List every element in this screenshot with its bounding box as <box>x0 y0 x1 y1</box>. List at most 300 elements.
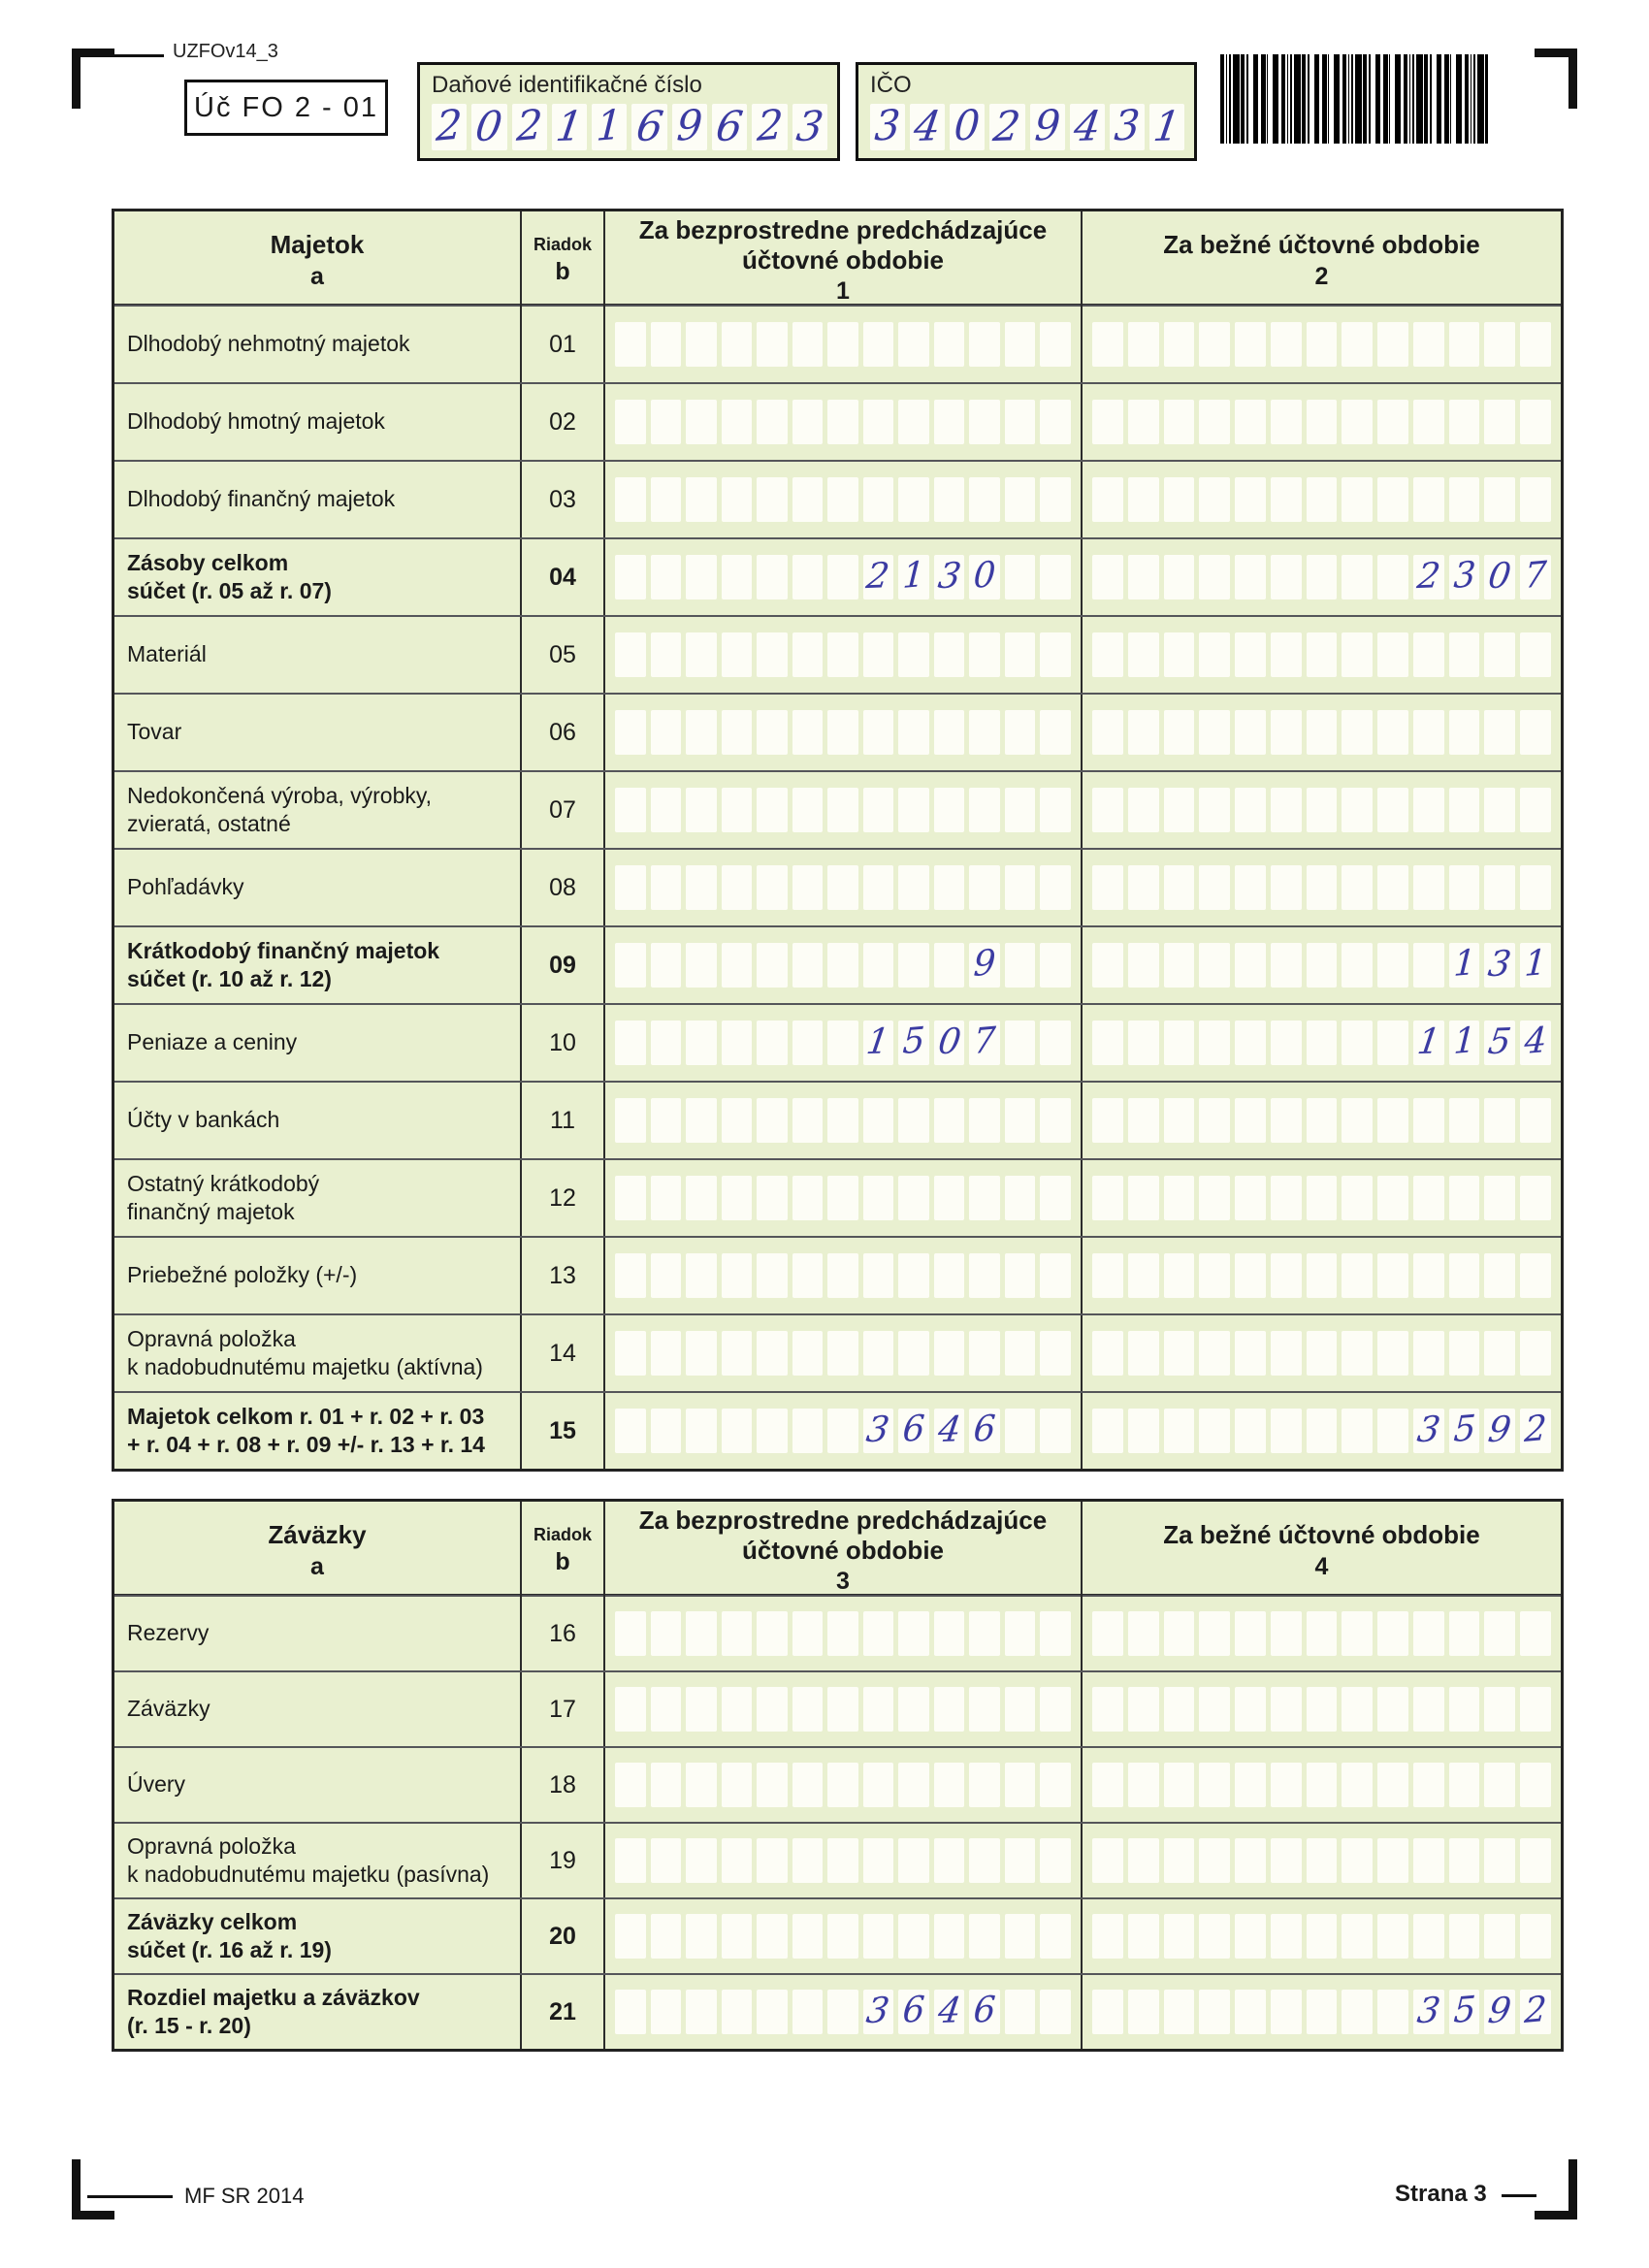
char-box <box>686 788 717 832</box>
char-box <box>1092 632 1123 677</box>
char-box <box>651 1990 682 2034</box>
char-box <box>792 1176 824 1220</box>
char-box <box>1040 1098 1071 1143</box>
row-number: 13 <box>522 1238 605 1313</box>
char-box <box>1040 1176 1071 1220</box>
table-row <box>114 537 1561 615</box>
char-box <box>1271 865 1302 910</box>
corner-mark-bottom-right <box>1535 2159 1577 2219</box>
char-box <box>1413 1687 1444 1732</box>
handwritten-digit: 9 <box>1485 1991 1514 2032</box>
char-box <box>651 477 682 522</box>
prev-period-cell[interactable] <box>605 927 1083 1003</box>
tax-id-box <box>417 62 840 161</box>
char-box <box>1271 1176 1302 1220</box>
handwritten-digit: 2 <box>1523 1408 1548 1451</box>
char-box <box>651 788 682 832</box>
char-box <box>1377 1021 1408 1065</box>
char-box <box>827 1687 858 1732</box>
char-box <box>1307 865 1338 910</box>
prev-period-cell[interactable] <box>605 1393 1083 1469</box>
form-code: UZFOv14_3 <box>173 41 278 62</box>
barcode <box>1220 54 1488 144</box>
ico-input[interactable] <box>870 100 1184 151</box>
curr-period-cell[interactable] <box>1083 617 1561 693</box>
table-row <box>114 1236 1561 1313</box>
char-box <box>934 710 965 755</box>
curr-period-cell[interactable] <box>1083 462 1561 537</box>
char-box <box>1307 788 1338 832</box>
char-box <box>1377 1914 1408 1959</box>
handwritten-digit: 1 <box>553 101 586 151</box>
char-box <box>757 632 788 677</box>
prev-period-cell[interactable] <box>605 384 1083 460</box>
char-box <box>1199 555 1230 599</box>
char-box <box>1342 477 1373 522</box>
char-box <box>1449 1990 1480 2034</box>
char-box <box>1005 1763 1036 1807</box>
prev-period-cell[interactable] <box>605 1315 1083 1391</box>
char-box <box>1342 555 1373 599</box>
char-box <box>1449 710 1480 755</box>
handwritten-digit: 5 <box>1452 1408 1477 1451</box>
row-label: Materiál <box>114 617 522 693</box>
curr-period-cell[interactable] <box>1083 772 1561 848</box>
char-box <box>1520 943 1551 988</box>
char-box <box>1520 1098 1551 1143</box>
char-box <box>1307 322 1338 367</box>
curr-period-cell[interactable] <box>1083 1975 1561 2049</box>
col-riadok-header <box>522 1502 605 1600</box>
char-box <box>1070 101 1105 151</box>
column-sub: 3 <box>836 1568 850 1596</box>
prev-period-cell[interactable] <box>605 850 1083 925</box>
char-box <box>1128 1176 1159 1220</box>
handwritten-digit: 7 <box>972 1020 997 1063</box>
char-box <box>1235 710 1266 755</box>
prev-period-cell[interactable] <box>605 617 1083 693</box>
char-box <box>722 1763 753 1807</box>
char-box <box>651 400 682 444</box>
char-box <box>1040 1253 1071 1298</box>
char-box <box>1484 788 1515 832</box>
char-box <box>1199 1176 1230 1220</box>
char-box <box>934 788 965 832</box>
table-row <box>114 1313 1561 1391</box>
char-box <box>1005 1021 1036 1065</box>
char-box <box>722 400 753 444</box>
char-box <box>1271 322 1302 367</box>
row-label: Rezervy <box>114 1597 522 1670</box>
char-box <box>1307 943 1338 988</box>
char-box <box>1307 1098 1338 1143</box>
curr-period-cell[interactable] <box>1083 1824 1561 1897</box>
char-box <box>1449 1409 1480 1453</box>
char-box <box>1342 1914 1373 1959</box>
curr-period-cell[interactable] <box>1083 1393 1561 1469</box>
corner-mark-bottom-left <box>72 2159 114 2219</box>
table-row <box>114 1391 1561 1469</box>
char-box <box>934 943 965 988</box>
char-box <box>863 555 894 599</box>
char-box <box>1413 1409 1444 1453</box>
char-box <box>863 1176 894 1220</box>
curr-period-cell[interactable] <box>1083 1238 1561 1313</box>
char-box <box>757 477 788 522</box>
char-box <box>1484 477 1515 522</box>
char-box <box>1199 1914 1230 1959</box>
char-box <box>615 400 646 444</box>
column-title: Za bezprostredne predchádzajúce účtovné obdobie <box>638 1506 1048 1565</box>
char-box <box>863 1253 894 1298</box>
curr-period-cell[interactable] <box>1083 1597 1561 1670</box>
char-box <box>1520 555 1551 599</box>
char-box <box>1449 1838 1480 1883</box>
prev-period-cell[interactable] <box>605 1672 1083 1746</box>
char-box <box>651 1611 682 1656</box>
char-box <box>1377 1990 1408 2034</box>
prev-period-cell[interactable] <box>605 307 1083 382</box>
char-box <box>1307 1611 1338 1656</box>
char-box <box>686 1098 717 1143</box>
char-box <box>1520 400 1551 444</box>
char-box <box>1377 788 1408 832</box>
char-box <box>863 865 894 910</box>
char-box <box>1164 710 1195 755</box>
char-box <box>1307 1687 1338 1732</box>
char-box <box>1164 477 1195 522</box>
char-box <box>651 322 682 367</box>
char-box <box>1449 788 1480 832</box>
prev-period-cell[interactable] <box>605 1083 1083 1158</box>
char-box <box>863 400 894 444</box>
curr-period-cell[interactable] <box>1083 384 1561 460</box>
curr-period-cell[interactable] <box>1083 1083 1561 1158</box>
handwritten-digit: 9 <box>1485 1409 1514 1451</box>
char-box <box>1271 1838 1302 1883</box>
char-box <box>1092 477 1123 522</box>
prev-period-cell[interactable] <box>605 1597 1083 1670</box>
char-box <box>863 322 894 367</box>
tax-id-input[interactable] <box>432 100 827 151</box>
char-box <box>1449 322 1480 367</box>
column-title: Záväzky <box>268 1520 367 1550</box>
handwritten-digit: 3 <box>792 101 826 151</box>
curr-period-cell[interactable] <box>1083 307 1561 382</box>
curr-period-cell[interactable] <box>1083 850 1561 925</box>
char-box <box>757 1409 788 1453</box>
char-box <box>1342 400 1373 444</box>
row-label: Rozdiel majetku a záväzkov (r. 15 - r. 20) <box>114 1975 522 2049</box>
row-number: 06 <box>522 695 605 770</box>
char-box <box>1164 555 1195 599</box>
handwritten-digit: 5 <box>1452 1989 1477 2032</box>
prev-period-cell[interactable] <box>605 1160 1083 1236</box>
table-row <box>114 1158 1561 1236</box>
char-box <box>1235 1990 1266 2034</box>
char-box <box>1377 555 1408 599</box>
char-box <box>1092 1021 1123 1065</box>
char-box <box>827 1253 858 1298</box>
prev-period-cell[interactable] <box>605 539 1083 615</box>
char-box <box>1149 101 1184 151</box>
char-box <box>1164 322 1195 367</box>
char-box <box>651 710 682 755</box>
handwritten-digit: 6 <box>901 1408 926 1451</box>
char-box <box>1005 400 1036 444</box>
char-box <box>1092 1253 1123 1298</box>
row-number: 02 <box>522 384 605 460</box>
char-box <box>1342 1331 1373 1376</box>
char-box <box>898 1176 929 1220</box>
char-box <box>1164 1914 1195 1959</box>
char-box <box>898 1253 929 1298</box>
handwritten-digit: 3 <box>873 100 902 150</box>
handwritten-digit: 3 <box>864 1991 892 2032</box>
char-box <box>1040 710 1071 755</box>
char-box <box>1271 1990 1302 2034</box>
char-box <box>1128 477 1159 522</box>
char-box <box>1342 865 1373 910</box>
char-box <box>1520 1253 1551 1298</box>
char-box <box>827 632 858 677</box>
char-box <box>1520 477 1551 522</box>
char-box <box>1040 1611 1071 1656</box>
handwritten-digit: 2 <box>755 100 785 150</box>
char-box <box>827 1176 858 1220</box>
prev-period-cell[interactable] <box>605 1005 1083 1081</box>
char-box <box>950 100 985 150</box>
table-header-row <box>114 211 1561 305</box>
char-box <box>898 788 929 832</box>
char-box <box>1413 943 1444 988</box>
char-box <box>1342 1409 1373 1453</box>
char-box <box>651 1331 682 1376</box>
form-id-box <box>184 80 388 136</box>
curr-period-cell[interactable] <box>1083 539 1561 615</box>
char-box <box>1484 1253 1515 1298</box>
char-box <box>1128 400 1159 444</box>
curr-period-cell[interactable] <box>1083 1672 1561 1746</box>
char-box <box>969 788 1000 832</box>
char-box <box>757 1838 788 1883</box>
handwritten-digit: 6 <box>713 101 747 151</box>
char-box <box>1307 1176 1338 1220</box>
char-box <box>1307 1990 1338 2034</box>
char-box <box>1235 1021 1266 1065</box>
char-box <box>686 943 717 988</box>
char-box <box>792 1838 824 1883</box>
row-number: 08 <box>522 850 605 925</box>
curr-period-cell[interactable] <box>1083 1315 1561 1391</box>
char-box <box>1307 632 1338 677</box>
char-box <box>1307 555 1338 599</box>
char-box <box>1484 1021 1515 1065</box>
char-box <box>1484 632 1515 677</box>
char-box <box>989 101 1024 151</box>
char-box <box>1164 1176 1195 1220</box>
char-box <box>1164 632 1195 677</box>
char-box <box>1199 1021 1230 1065</box>
char-box <box>1484 1331 1515 1376</box>
char-box <box>1092 788 1123 832</box>
char-box <box>1199 1253 1230 1298</box>
curr-period-cell[interactable] <box>1083 1005 1561 1081</box>
curr-period-cell[interactable] <box>1083 695 1561 770</box>
row-number: 07 <box>522 772 605 848</box>
char-box <box>827 943 858 988</box>
char-box <box>1342 710 1373 755</box>
handwritten-digit: 5 <box>901 1020 926 1063</box>
column-title: Za bežné účtovné obdobie <box>1163 1520 1480 1550</box>
char-box <box>1520 1611 1551 1656</box>
row-label: Zásoby celkom súčet (r. 05 až r. 07) <box>114 539 522 615</box>
char-box <box>1413 1914 1444 1959</box>
char-box <box>1342 1176 1373 1220</box>
char-box <box>792 1098 824 1143</box>
char-box <box>1271 943 1302 988</box>
char-box <box>792 1611 824 1656</box>
char-box <box>827 400 858 444</box>
char-box <box>1092 1838 1123 1883</box>
char-box <box>1377 322 1408 367</box>
char-box <box>1005 788 1036 832</box>
char-box <box>686 1176 717 1220</box>
char-box <box>1164 1021 1195 1065</box>
char-box <box>827 1914 858 1959</box>
handwritten-digit: 0 <box>472 101 506 151</box>
char-box <box>1413 322 1444 367</box>
char-box <box>1164 865 1195 910</box>
char-box <box>686 1611 717 1656</box>
row-number: 19 <box>522 1824 605 1897</box>
column-title: Riadok <box>533 235 592 255</box>
char-box <box>1040 865 1071 910</box>
char-box <box>1307 1021 1338 1065</box>
char-box <box>1520 1409 1551 1453</box>
row-number: 01 <box>522 307 605 382</box>
char-box <box>1484 400 1515 444</box>
char-box <box>1342 1838 1373 1883</box>
prev-period-cell[interactable] <box>605 1975 1083 2049</box>
char-box <box>898 943 929 988</box>
char-box <box>1413 788 1444 832</box>
char-box <box>898 1687 929 1732</box>
char-box <box>969 710 1000 755</box>
row-number: 12 <box>522 1160 605 1236</box>
curr-period-cell[interactable] <box>1083 1748 1561 1822</box>
char-box <box>615 1838 646 1883</box>
char-box <box>722 1838 753 1883</box>
char-box <box>686 322 717 367</box>
prev-period-cell[interactable] <box>605 1748 1083 1822</box>
char-box <box>651 1176 682 1220</box>
char-box <box>969 555 1000 599</box>
char-box <box>969 632 1000 677</box>
handwritten-digit: 6 <box>901 1989 926 2032</box>
char-box <box>631 101 666 151</box>
curr-period-cell[interactable] <box>1083 927 1561 1003</box>
char-box <box>898 1990 929 2034</box>
char-box <box>615 943 646 988</box>
char-box <box>898 1763 929 1807</box>
char-box <box>792 1331 824 1376</box>
char-box <box>1342 1253 1373 1298</box>
char-box <box>1092 1409 1123 1453</box>
handwritten-digit: 6 <box>972 1408 997 1451</box>
char-box <box>969 1098 1000 1143</box>
char-box <box>686 1914 717 1959</box>
char-box <box>615 1687 646 1732</box>
char-box <box>722 710 753 755</box>
char-box <box>651 1253 682 1298</box>
char-box <box>934 477 965 522</box>
char-box <box>1342 1990 1373 2034</box>
curr-period-cell[interactable] <box>1083 1160 1561 1236</box>
char-box <box>722 943 753 988</box>
char-box <box>1520 1990 1551 2034</box>
char-box <box>1271 632 1302 677</box>
char-box <box>1413 1763 1444 1807</box>
char-box <box>1005 1990 1036 2034</box>
char-box <box>1377 1409 1408 1453</box>
char-box <box>1030 100 1065 150</box>
char-box <box>1520 1021 1551 1065</box>
char-box <box>1449 1914 1480 1959</box>
prev-period-cell[interactable] <box>605 1824 1083 1897</box>
handwritten-digit: 3 <box>864 1409 892 1451</box>
char-box <box>1005 1687 1036 1732</box>
char-box <box>1110 100 1145 150</box>
table-row <box>114 615 1561 693</box>
char-box <box>1199 400 1230 444</box>
prev-period-cell[interactable] <box>605 695 1083 770</box>
prev-period-cell[interactable] <box>605 462 1083 537</box>
char-box <box>1377 632 1408 677</box>
row-number: 03 <box>522 462 605 537</box>
prev-period-cell[interactable] <box>605 1238 1083 1313</box>
handwritten-digit: 0 <box>1485 556 1514 598</box>
char-box <box>1377 1611 1408 1656</box>
char-box <box>1235 1253 1266 1298</box>
prev-period-cell[interactable] <box>605 1899 1083 1973</box>
curr-period-cell[interactable] <box>1083 1899 1561 1973</box>
char-box <box>792 555 824 599</box>
char-box <box>969 477 1000 522</box>
char-box <box>1520 710 1551 755</box>
column-sub: a <box>310 263 324 290</box>
char-box <box>1199 1990 1230 2034</box>
char-box <box>1377 710 1408 755</box>
char-box <box>1040 1409 1071 1453</box>
char-box <box>1040 1021 1071 1065</box>
char-box <box>1520 865 1551 910</box>
char-box <box>686 1763 717 1807</box>
prev-period-cell[interactable] <box>605 772 1083 848</box>
row-label: Opravná položka k nadobudnutému majetku (pasívna) <box>114 1824 522 1897</box>
char-box <box>615 322 646 367</box>
handwritten-digit: 3 <box>1414 1991 1443 2032</box>
char-box <box>1449 632 1480 677</box>
char-box <box>1307 477 1338 522</box>
char-box <box>1520 1331 1551 1376</box>
char-box <box>1128 1763 1159 1807</box>
handwritten-digit: 0 <box>935 1021 963 1063</box>
char-box <box>1199 943 1230 988</box>
char-box <box>1235 1611 1266 1656</box>
char-box <box>1271 477 1302 522</box>
char-box <box>827 1763 858 1807</box>
